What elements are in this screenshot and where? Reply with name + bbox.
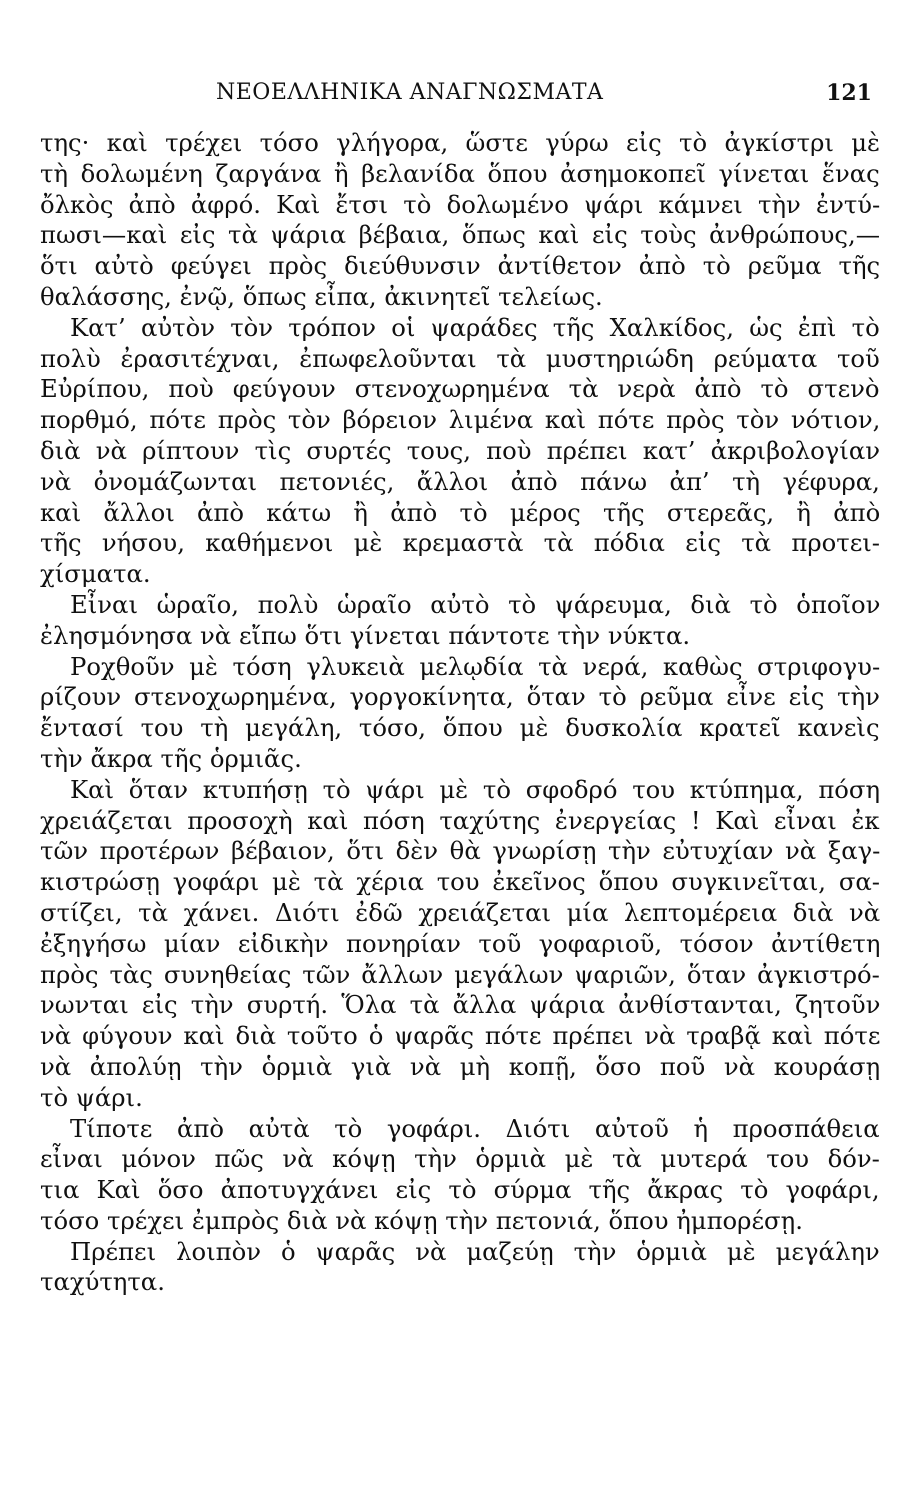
text-line: πωσι—καὶ εἰς τὰ ψάρια βέβαια, ὅπως καὶ εἰς τοὺς ἀνθρώπους,— (40, 220, 881, 250)
text-line: τῶν προτέρων βέβαιον, ὅτι δὲν θὰ γνωρίσῃ τὴν εὐτυχίαν νὰ ξαγ- (40, 836, 881, 866)
text-line: τῆς νήσου, καθήμενοι μὲ κρεμαστὰ τὰ πόδια εἰς τὰ προτει- (40, 528, 881, 558)
text-line: εἶναι μόνον πῶς νὰ κόψῃ τὴν ὁρμιὰ μὲ τὰ μυτερά του δόν- (40, 1144, 880, 1174)
text-line: νωνται εἰς τὴν συρτή. Ὅλα τὰ ἄλλα ψάρια ἀνθίστανται, ζητοῦν (40, 990, 881, 1020)
running-title: ΝΕΟΕΛΛΗΝΙΚΑ ΑΝΑΓΝΩΣΜΑΤΑ (216, 80, 604, 105)
text-line: Εὐρίπου, ποὺ φεύγουν στενοχωρημένα τὰ νερὰ ἀπὸ τὸ στενὸ (40, 374, 880, 404)
text-line: πορθμό, πότε πρὸς τὸν βόρειον λιμένα καὶ πότε πρὸς τὸν νότιον, (40, 405, 881, 435)
text-line: τὸ ψάρι. (40, 1082, 143, 1112)
body-text (40, 128, 880, 1298)
text-line: ἔντασί του τὴ μεγάλη, τόσο, ὅπου μὲ δυσκολία κρατεῖ κανεὶς (40, 713, 880, 743)
text-line: Καὶ ὅταν κτυπήσῃ τὸ ψάρι μὲ τὸ σφοδρό του κτύπημα, πόση (70, 774, 881, 804)
text-line: χρειάζεται προσοχὴ καὶ πόση ταχύτης ἐνεργείας ! Καὶ εἶναι ἐκ (40, 805, 880, 835)
text-line: τόσο τρέχει ἐμπρὸς διὰ νὰ κόψῃ τὴν πετονιά, ὅπου ἠμπορέσῃ. (40, 1205, 803, 1235)
running-head (40, 80, 878, 114)
text-line: ὄλκὸς ἀπὸ ἀφρό. Καὶ ἔτσι τὸ δολωμένο ψάρι κάμνει τὴν ἐντύ- (40, 189, 881, 219)
text-line: ταχύτητα. (40, 1267, 165, 1297)
text-line: θαλάσσης, ἐνῷ, ὅπως εἶπα, ἀκινητεῖ τελείως. (40, 281, 603, 311)
text-line: διὰ νὰ ρίπτουν τὶς συρτές τους, ποὺ πρέπει κατ’ ἀκριβολογίαν (40, 435, 880, 465)
text-line: κιστρώσῃ γοφάρι μὲ τὰ χέρια του ἐκεῖνος ὅπου συγκινεῖται, σα- (40, 867, 881, 897)
text-line: ἐξηγήσω μίαν εἰδικὴν πονηρίαν τοῦ γοφαριοῦ, τόσον ἀντίθετη (40, 928, 881, 958)
text-line: νὰ ἀπολύῃ τὴν ὁρμιὰ γιὰ νὰ μὴ κοπῇ, ὅσο ποῦ νὰ κουράσῃ (40, 1051, 881, 1081)
text-line: Ροχθοῦν μὲ τόση γλυκειὰ μελῳδία τὰ νερά, καθὼς στριφογυ- (70, 651, 881, 681)
text-line: της· καὶ τρέχει τόσο γλήγορα, ὥστε γύρω εἰς τὸ ἀγκίστρι μὲ (40, 128, 881, 157)
text-line: στίζει, τὰ χάνει. Διότι ἐδῶ χρειάζεται μία λεπτομέρεια διὰ νὰ (40, 897, 881, 927)
text-line: πολὺ ἐρασιτέχναι, ἐπωφελοῦνται τὰ μυστηριώδη ρεύματα τοῦ (40, 343, 880, 373)
text-line: Κατ’ αὐτὸν τὸν τρόπον οἱ ψαράδες τῆς Χαλκίδος, ὡς ἐπὶ τὸ (70, 312, 880, 342)
page-number: 121 (826, 80, 872, 106)
text-line: καὶ ἄλλοι ἀπὸ κάτω ἢ ἀπὸ τὸ μέρος τῆς στερεᾶς, ἢ ἀπὸ (40, 497, 881, 527)
text-line: ὅτι αὐτὸ φεύγει πρὸς διεύθυνσιν ἀντίθετον ἀπὸ τὸ ρεῦμα τῆς (40, 251, 881, 281)
text-line: νὰ ὀνομάζωνται πετονιές, ἄλλοι ἀπὸ πάνω ἀπ’ τὴ γέφυρα, (40, 466, 880, 496)
text-line: τια Καὶ ὅσο ἀποτυγχάνει εἰς τὸ σύρμα τῆς ἄκρας τὸ γοφάρι, (40, 1175, 880, 1205)
text-line: ρίζουν στενοχωρημένα, γοργοκίνητα, ὅταν τὸ ρεῦμα εἶνε εἰς τὴν (40, 682, 880, 712)
text-line: νὰ φύγουν καὶ διὰ τοῦτο ὁ ψαρᾶς πότε πρέπει νὰ τραβᾷ καὶ πότε (40, 1021, 881, 1051)
text-line: ἐλησμόνησα νὰ εἴπω ὅτι γίνεται πάντοτε τὴν νύκτα. (40, 620, 691, 650)
text-line: Εἶναι ὡραῖο, πολὺ ὡραῖο αὐτὸ τὸ ψάρευμα, διὰ τὸ ὁποῖον (70, 589, 881, 619)
text-line: χίσματα. (40, 559, 151, 589)
text-line: πρὸς τὰς συνηθείας τῶν ἄλλων μεγάλων ψαριῶν, ὅταν ἀγκιστρό- (40, 959, 880, 989)
text-line: τὴ δολωμένη ζαργάνα ἢ βελανίδα ὅπου ἀσημοκοπεῖ γίνεται ἕνας (40, 158, 880, 188)
text-line: Τίποτε ἀπὸ αὐτὰ τὸ γοφάρι. Διότι αὐτοῦ ἡ προσπάθεια (70, 1113, 880, 1143)
text-line: Πρέπει λοιπὸν ὁ ψαρᾶς νὰ μαζεύῃ τὴν ὁρμιὰ μὲ μεγάλην (70, 1236, 880, 1266)
text-line: τὴν ἄκρα τῆς ὁρμιᾶς. (40, 743, 302, 773)
